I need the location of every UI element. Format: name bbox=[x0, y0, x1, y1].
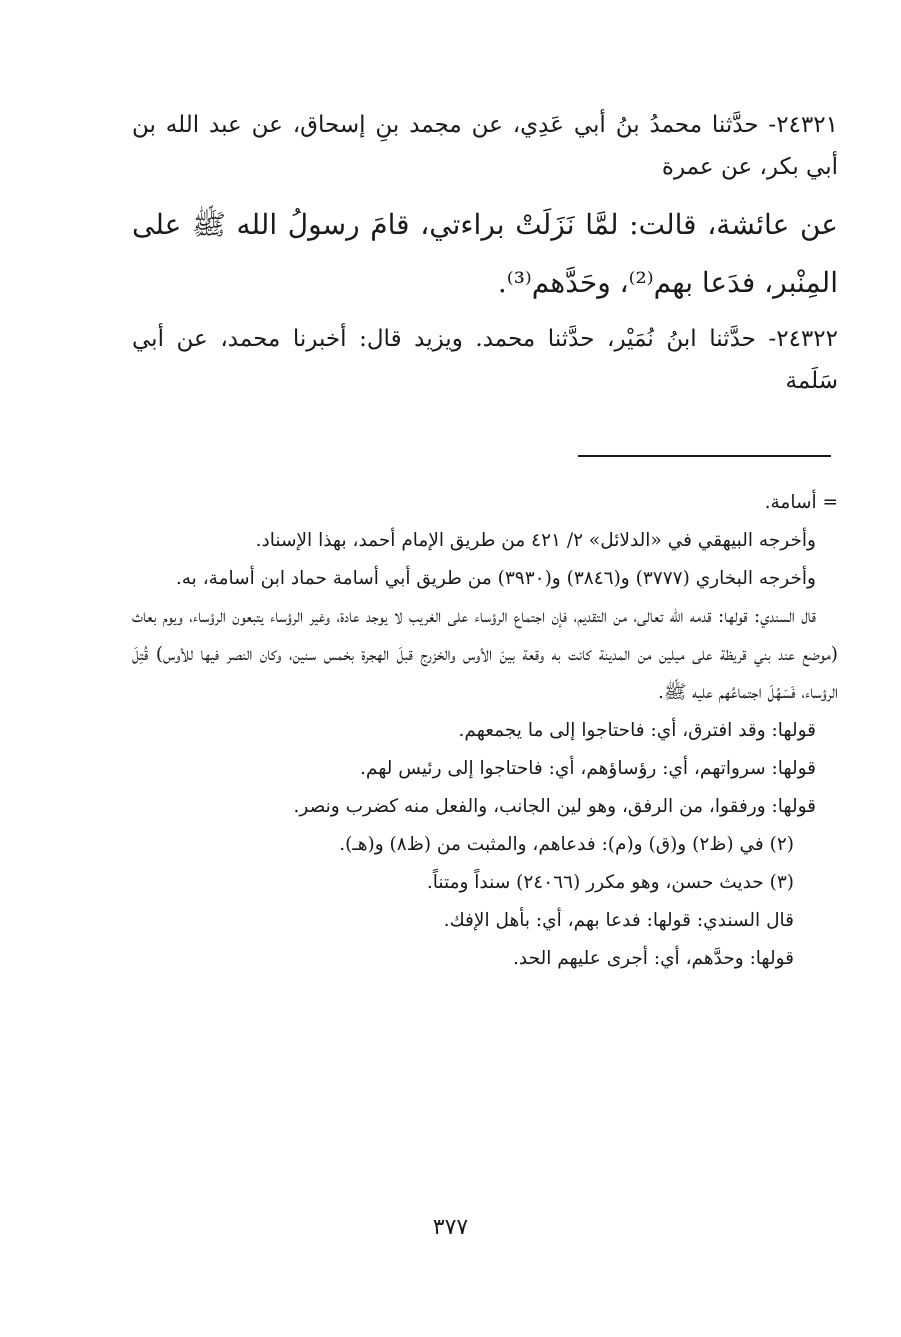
footnote-2: (٢) في (ظ٢) و(ق) و(م): فدعاهم، والمثبت من (ظ٨) و(هـ). bbox=[339, 834, 794, 855]
hadith-24322-isnad: ٢٤٣٢٢- حدَّثنا ابنُ نُمَيْر، حدَّثنا محمد. ويزيد قال: أخبرنا محمد، عن أبي سَلَمة bbox=[132, 326, 838, 394]
main-text bbox=[132, 104, 838, 410]
hadith-24321-isnad: ٢٤٣٢١- حدَّثنا محمدُ بنُ أبي عَدِي، عن مجمد بنِ إسحاق، عن عبد الله بن أبي بكر، عن عمرة bbox=[132, 112, 838, 180]
footnote-3-haddahum: قولها: وحدَّهم، أي: أجرى عليهم الحد. bbox=[513, 948, 794, 969]
footnote-paragraph: وأخرجه البيهقي في «الدلائل» ٢/ ٤٢١ من طريق الإمام أحمد، بهذا الإسناد. bbox=[255, 530, 816, 551]
hadith-24321-matn: عن عائشة، قالت: لمَّا نَزَلَتْ براءتي، قامَ رسولُ الله ﷺ على المِنْبر، فدَعا بهم⁽²⁾، وحَدَّهم⁽³⁾. bbox=[132, 208, 838, 299]
footnote-paragraph: قولها: وقد افترق، أي: فاحتاجوا إلى ما يجمعهم. bbox=[458, 720, 816, 741]
footnote-paragraph: قولها: ورفقوا، من الرفق، وهو لين الجانب، والفعل منه كضرب ونصر. bbox=[293, 796, 816, 817]
footnote-3: (٣) حديث حسن، وهو مكرر (٢٤٠٦٦) سنداً ومتناً. bbox=[426, 872, 794, 893]
footnote-paragraph: قولها: سرواتهم، أي: رؤساؤهم، أي: فاحتاجوا إلى رئيس لهم. bbox=[360, 758, 816, 779]
footnote-3-sindi: قال السندي: قولها: فدعا بهم، أي: بأهل الإفك. bbox=[443, 910, 794, 931]
page-number: ٣٧٧ bbox=[432, 1215, 469, 1240]
footnote-paragraph: وأخرجه البخاري (٣٧٧٧) و(٣٨٤٦) و(٣٩٣٠) من طريق أبي أسامة حماد ابن أسامة، به. bbox=[175, 568, 816, 589]
footnote-paragraph: قال السندي: قولها: قدمه الله تعالى، من التقديم، فإن اجتماع الرؤساء على الغريب لا يوجد عادة، وغير الرؤساء يتبعون الرؤساء، ويوم بعاث (موضع عند بني قريظة على ميلين من المدينة كانت به وقعة بينَ الأوس والخزرج قبلَ الهجرة بخمس سنين، وكان النصر فيها للأوس) قُتِلَ الرؤساء، فَسَهُلَ اجتماعُهم عليه ﷺ. bbox=[132, 606, 838, 703]
footnote-separator bbox=[578, 455, 831, 457]
footnote-continuation: = أسامة. bbox=[764, 492, 838, 513]
footnotes bbox=[132, 484, 838, 978]
